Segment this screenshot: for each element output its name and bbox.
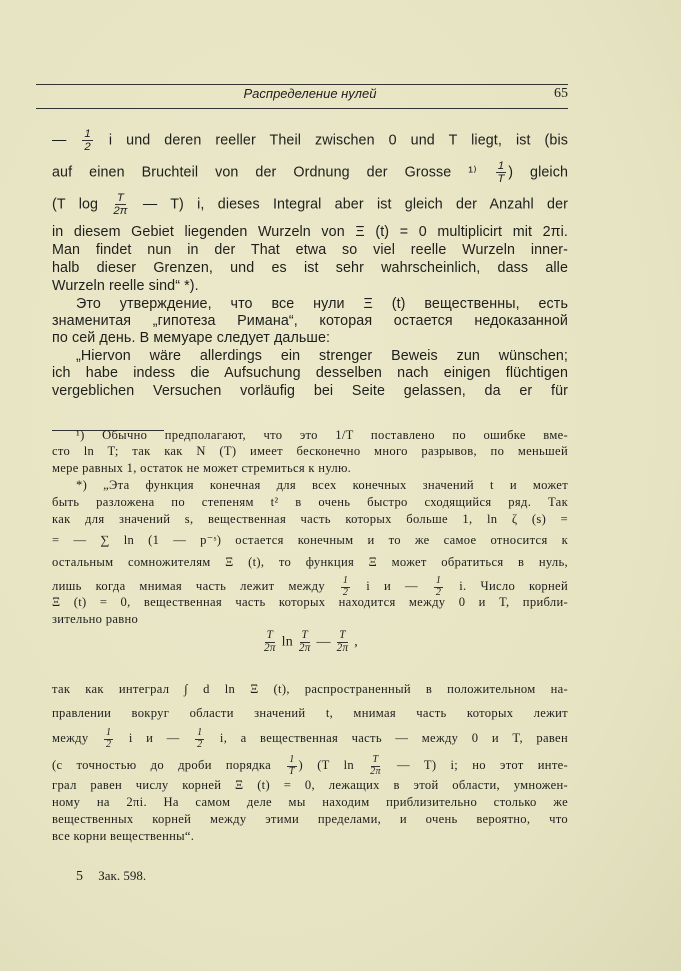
numerator: 1 [105, 727, 112, 738]
numerator: 1 [497, 160, 505, 172]
fraction [104, 728, 113, 750]
fraction [82, 128, 92, 153]
text-run: i и — [352, 578, 432, 593]
numerator: T [301, 629, 309, 641]
numerator: 1 [435, 575, 442, 586]
text-line [52, 829, 568, 844]
fraction [299, 630, 311, 655]
text-run: i. Число корней [445, 578, 568, 593]
text-run: остальным сомножителям Ξ (t), то функция Ξ может обратиться в нуль, [52, 555, 568, 569]
text-run: как для значений s, вещественная часть которых больше 1, ln ζ (s) = [52, 512, 568, 526]
text-run: ln [277, 634, 297, 650]
numerator: 1 [197, 727, 203, 738]
text-line [52, 278, 568, 294]
fraction [370, 755, 381, 777]
text-run: знаменитая „гипотеза Римана“, которая остается недоказанной [52, 313, 568, 329]
text-line [52, 242, 568, 258]
numerator: 1 [342, 575, 349, 586]
denominator: 2π [113, 205, 128, 217]
text-line [52, 313, 568, 329]
text-line [52, 428, 568, 443]
denominator: 2 [105, 738, 112, 750]
numerator: T [266, 629, 274, 641]
text-line [52, 532, 568, 548]
text-run: Man findet nun in der That etwa so viel reelle Wurzeln inner- [52, 242, 568, 258]
fraction [195, 728, 204, 750]
order-number: Зак. 598. [98, 868, 147, 883]
denominator: T [288, 765, 295, 777]
text-run: вещественных корней между этими пределами, и очень вероятно, что [52, 812, 568, 826]
fraction [496, 160, 506, 185]
text-line [52, 555, 568, 570]
text-line [52, 461, 568, 476]
text-run: зительно равно [52, 612, 139, 626]
fraction [264, 630, 276, 655]
text-run: Ξ (t) = 0, вещественная часть которых находится между 0 и T, прибли- [52, 595, 568, 609]
text-run: halb dieser Grenzen, und es ist sehr wahrscheinlich, dass alle [52, 260, 568, 276]
numerator: T [116, 192, 124, 204]
text-line [52, 260, 568, 276]
text-line [52, 365, 568, 381]
text-line [52, 128, 568, 153]
text-line [52, 706, 568, 721]
text-run: ) (T ln [298, 757, 369, 772]
text-run: быть разложена по степеням t² в очень быстро сходящийся ряд. Так [52, 495, 568, 509]
denominator: 2π [336, 641, 349, 654]
text-run: Wurzeln reelle sind“ *). [52, 278, 199, 294]
text-run: — T) i, dieses Integral aber ist gleich der Anzahl der [129, 196, 568, 213]
text-line [52, 778, 568, 793]
text-run: „Hiervon wäre allerdings ein strenger Beweis zun wünschen; [76, 348, 568, 364]
text-run: vergeblichen Versuchen vorläufig bei Seite gelassen, da er für [52, 383, 568, 399]
text-line [52, 612, 568, 627]
text-run: (T log [52, 196, 112, 213]
denominator: 2 [84, 141, 91, 153]
denominator: 2π [298, 641, 311, 654]
text-run: грал равен числу корней Ξ (t) = 0, лежащих в этой области, умножен- [52, 778, 568, 792]
display-formula [52, 630, 568, 655]
text-line [52, 495, 568, 510]
text-run: i und deren reeller Theil zwischen 0 und T liegt, ist (bis [94, 132, 568, 149]
text-run: ному на 2πi. На самом деле мы находим приблизительно столько же [52, 795, 568, 809]
numerator: T [372, 754, 379, 765]
denominator: 2 [197, 738, 203, 750]
denominator: 2π [370, 765, 381, 777]
text-run: = — ∑ ln (1 — p⁻ˢ) остается конечным и то же самое относится к [52, 533, 568, 547]
signature-number: 5 [76, 869, 83, 884]
text-run: ¹) Обычно предполагают, что это 1/T поставлено по ошибке вме- [76, 428, 568, 442]
fraction [337, 630, 349, 655]
text-run: правлении вокруг области значений t, мнимая часть которых лежит [52, 706, 568, 720]
header-rule-top [36, 84, 568, 85]
text-run: сто ln T; так как N (T) имеет бесконечно много разрывов, по меньшей [52, 444, 568, 458]
text-line [52, 595, 568, 610]
text-run: Это утверждение, что все нули Ξ (t) вещественны, есть [76, 296, 568, 312]
text-line [52, 160, 568, 185]
text-run: *) „Эта функция конечная для всех конечных значений t и может [76, 478, 568, 492]
text-run: — [312, 634, 335, 650]
running-title: Распределение нулей [243, 86, 377, 101]
text-line [52, 478, 568, 493]
text-run: — [52, 132, 81, 149]
text-line [52, 512, 568, 527]
text-line [52, 383, 568, 399]
text-run: i, а вещественная часть — между 0 и T, равен [206, 730, 568, 745]
denominator: 2 [342, 586, 349, 598]
text-line [52, 330, 568, 346]
numerator: 1 [84, 128, 91, 140]
fraction [113, 192, 127, 217]
text-line [52, 296, 568, 312]
numerator: 1 [289, 754, 295, 765]
text-run: мере равных 1, остаток не может стремиться к нулю. [52, 461, 352, 475]
text-run: , [350, 634, 359, 650]
text-run: лишь когда мнимая часть лежит между [52, 578, 339, 593]
text-line [52, 444, 568, 459]
denominator: 2 [435, 586, 442, 598]
text-run: так как интеграл ∫ d ln Ξ (t), распространенный в положительном на- [52, 682, 568, 696]
text-run: auf einen Bruchteil von der Ordnung der Grosse ¹⁾ [52, 164, 494, 181]
text-run: (с точностью до дроби порядка [52, 757, 286, 772]
text-line [52, 224, 568, 240]
text-line [52, 795, 568, 810]
fraction [287, 755, 296, 777]
denominator: T [497, 173, 505, 185]
text-line [52, 728, 568, 750]
denominator: 2π [263, 641, 276, 654]
text-run: in diesem Gebiet liegenden Wurzeln von Ξ (t) = 0 multiplicirt mit 2πi. [52, 224, 568, 240]
text-run: i и — [115, 730, 194, 745]
running-header [52, 86, 568, 106]
text-run: ich habe indess die Aufsuchung desselben nach einigen flüchtigen [52, 365, 568, 381]
header-rule-bottom [36, 108, 568, 109]
text-line [52, 755, 568, 777]
text-run: — T) i; но этот инте- [382, 757, 569, 772]
printer-signature [76, 868, 146, 885]
text-run: по сей день. В мемуаре следует дальше: [52, 330, 331, 346]
text-run: между [52, 730, 102, 745]
numerator: T [339, 629, 346, 641]
text-line [52, 192, 568, 217]
text-line [52, 348, 568, 364]
text-line [52, 812, 568, 827]
page-number: 65 [554, 86, 568, 101]
text-line [52, 682, 568, 697]
text-run: все корни вещественны“. [52, 829, 195, 843]
text-run: ) gleich [508, 164, 568, 181]
